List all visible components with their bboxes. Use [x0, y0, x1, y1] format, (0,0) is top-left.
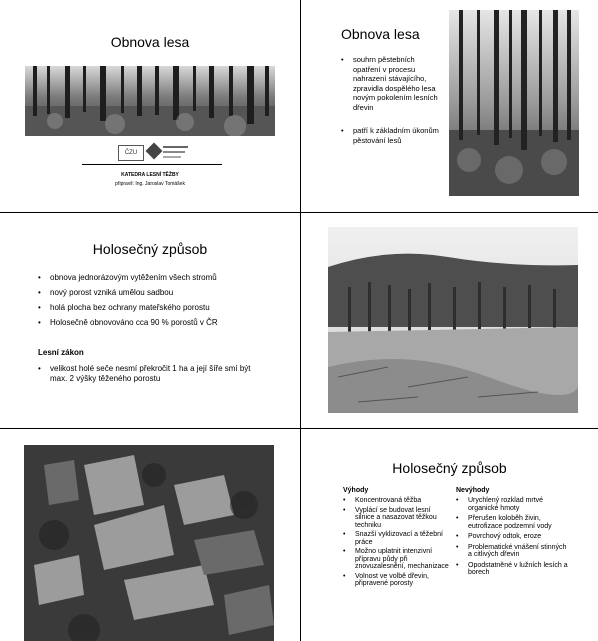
aerial-photo [24, 445, 274, 641]
author-line: připravil: Ing. Jaroslav Tomášek [115, 181, 185, 187]
slide-2-title: Obnova lesa [341, 26, 420, 42]
department-name: KATEDRA LESNÍ TĚŽBY [121, 172, 179, 178]
bullet-item: • nový porost vzniká umělou sadbou [38, 288, 278, 298]
law-subheading: Lesní zákon [38, 348, 84, 357]
pros-item: • Vyplácí se budovat lesní silnice a nasazovat těžkou techniku [343, 507, 451, 530]
law-bullets [38, 364, 258, 384]
czu-logo-icon [118, 145, 144, 161]
slide-3 [0, 213, 300, 428]
pros-item: • Volnost ve volbě dřevin, připravené porosty [343, 573, 451, 588]
bullet-item: • Holosečně obnovováno cca 90 % porostů v ČR [38, 318, 278, 328]
slide-4 [301, 213, 598, 428]
cons-item: • Urychlený rozklad mrtvé organické hmoty [456, 497, 571, 512]
faculty-logo-icon [148, 143, 188, 161]
pros-heading: Výhody [343, 487, 369, 494]
bullet-item: • velikost holé seče nesmí překročit 1 ha a její šíře smí být max. 2 výšky těženého porostu [38, 364, 258, 384]
slide-1-title: Obnova lesa [110, 34, 190, 50]
slide-3-title: Holosečný způsob [92, 241, 208, 257]
slide-3-bullets [38, 273, 278, 328]
pros-item: • Koncentrovaná těžba [343, 497, 451, 505]
pros-item: • Možno uplatnit intenzivní přípravu půdy při znovuzalesnění, mechanizace [343, 548, 451, 571]
slide-2-bullets [341, 55, 441, 145]
bullet-item: • obnova jednorázovým vytěžením všech stromů [38, 273, 278, 283]
bullet-item: • souhrn pěstebních opatření v procesu nahrazení stávajícího, zpravidla dospělého lesa novým pokolením lesních dřevin [341, 55, 441, 112]
pros-list [343, 497, 451, 588]
logo-row [118, 143, 188, 161]
slide-6 [301, 429, 598, 641]
slide-1 [0, 0, 300, 212]
forest-photo-vertical [449, 10, 579, 196]
clearcut-photo [328, 227, 578, 413]
cons-item: • Problematické vnášení stinných a citlivých dřevin [456, 544, 571, 559]
bullet-item: • holá plocha bez ochrany mateřského porostu [38, 303, 278, 313]
bullet-item: • patří k základním úkonům pěstování lesů [341, 126, 441, 145]
forest-photo [25, 66, 275, 136]
czu-logo-text: ČZU [124, 150, 138, 156]
cons-list [456, 497, 571, 577]
slide-6-title: Holosečný způsob [392, 460, 507, 476]
slide-2 [301, 0, 598, 212]
cons-item: • Přerušen koloběh živin, eutrofizace podzemní vody [456, 515, 571, 530]
cons-heading: Nevýhody [456, 487, 490, 494]
pros-item: • Snazší vyklizovací a těžební práce [343, 531, 451, 546]
cons-item: • Povrchový odtok, eroze [456, 533, 571, 541]
cons-item: • Opodstatněné v lužních lesích a borech [456, 562, 571, 577]
slide-5 [0, 429, 300, 641]
logo-underline [82, 164, 222, 165]
